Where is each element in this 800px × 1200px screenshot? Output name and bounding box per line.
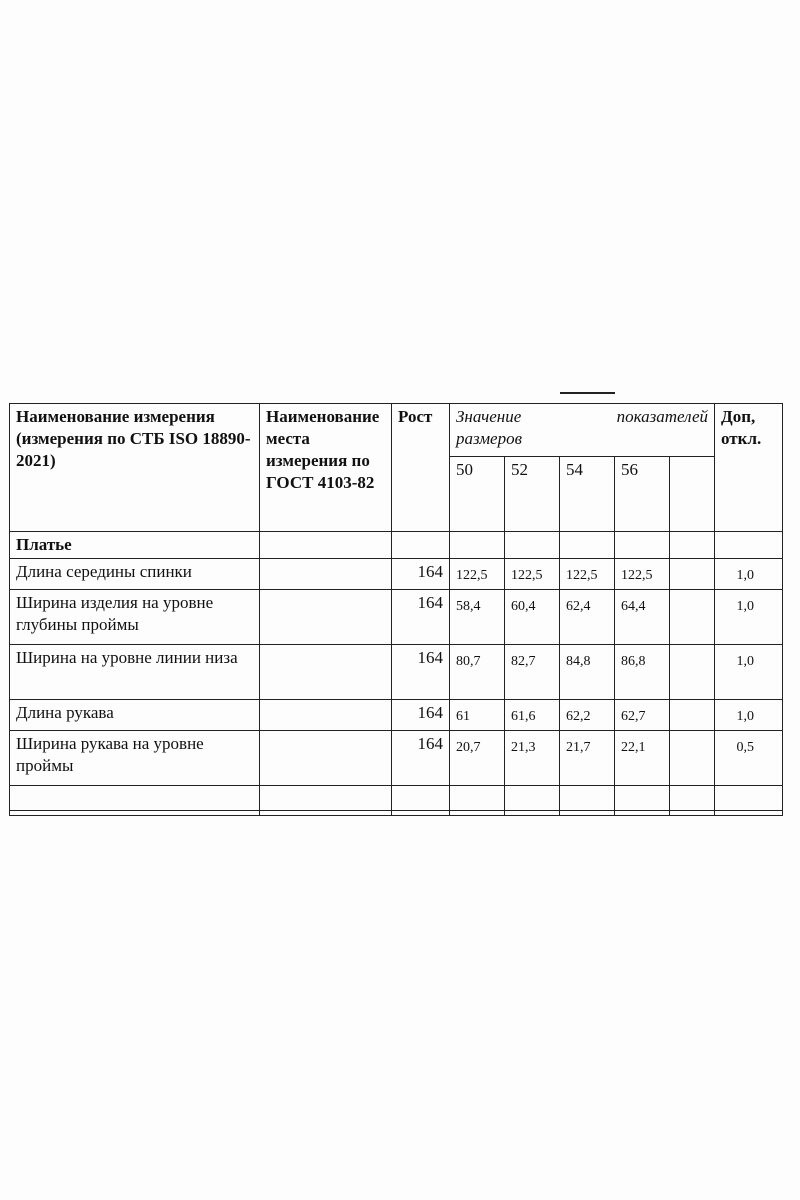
row-value: 80,7 [450, 645, 505, 700]
row-name: Ширина на уровне линии низа [10, 645, 260, 700]
row-name: Длина рукава [10, 700, 260, 731]
size-50: 50 [450, 457, 505, 532]
size-54: 54 [560, 457, 615, 532]
row-name: Ширина изделия на уровне глубины проймы [10, 590, 260, 645]
table-row [10, 645, 783, 700]
cut-row [10, 811, 783, 816]
row-value: 122,5 [560, 559, 615, 590]
row-tolerance: 1,0 [715, 559, 783, 590]
table-row [10, 700, 783, 731]
section-row [10, 532, 783, 559]
empty-row [10, 786, 783, 811]
header-tolerance: Доп, откл. [715, 404, 783, 532]
row-value: 62,2 [560, 700, 615, 731]
row-height: 164 [392, 590, 450, 645]
row-tolerance: 0,5 [715, 731, 783, 786]
row-name: Ширина рукава на уровне проймы [10, 731, 260, 786]
table-row [10, 590, 783, 645]
row-value: 122,5 [505, 559, 560, 590]
header-values-word3: размеров [456, 429, 522, 448]
section-title: Платье [10, 532, 260, 559]
row-value: 60,4 [505, 590, 560, 645]
size-56: 56 [615, 457, 670, 532]
header-place-name: Наименование места измерения по ГОСТ 4103-82 [260, 404, 392, 532]
row-height: 164 [392, 700, 450, 731]
row-value: 58,4 [450, 590, 505, 645]
size-empty [670, 457, 715, 532]
header-row [10, 404, 783, 457]
header-values-word2: показателей [616, 407, 709, 426]
row-value: 84,8 [560, 645, 615, 700]
row-value: 61,6 [505, 700, 560, 731]
header-height: Рост [392, 404, 450, 532]
row-value: 122,5 [450, 559, 505, 590]
row-height: 164 [392, 559, 450, 590]
row-height: 164 [392, 645, 450, 700]
header-values [450, 404, 715, 457]
row-value: 20,7 [450, 731, 505, 786]
row-height: 164 [392, 731, 450, 786]
table-row [10, 731, 783, 786]
row-tolerance: 1,0 [715, 590, 783, 645]
header-measurement-name: Наименование измерения (измерения по СТБ ISO 18890-2021) [10, 404, 260, 532]
row-value: 122,5 [615, 559, 670, 590]
row-value: 62,4 [560, 590, 615, 645]
size-52: 52 [505, 457, 560, 532]
row-value: 61 [450, 700, 505, 731]
row-value: 21,3 [505, 731, 560, 786]
row-value: 21,7 [560, 731, 615, 786]
row-name: Длина середины спинки [10, 559, 260, 590]
row-value: 82,7 [505, 645, 560, 700]
row-value: 86,8 [615, 645, 670, 700]
header-values-word1: Значение [456, 407, 522, 426]
table-row [10, 559, 783, 590]
row-tolerance: 1,0 [715, 700, 783, 731]
scan-mark [560, 392, 615, 394]
row-value: 62,7 [615, 700, 670, 731]
row-value: 64,4 [615, 590, 670, 645]
row-value: 22,1 [615, 731, 670, 786]
row-tolerance: 1,0 [715, 645, 783, 700]
measurement-table [9, 403, 783, 816]
